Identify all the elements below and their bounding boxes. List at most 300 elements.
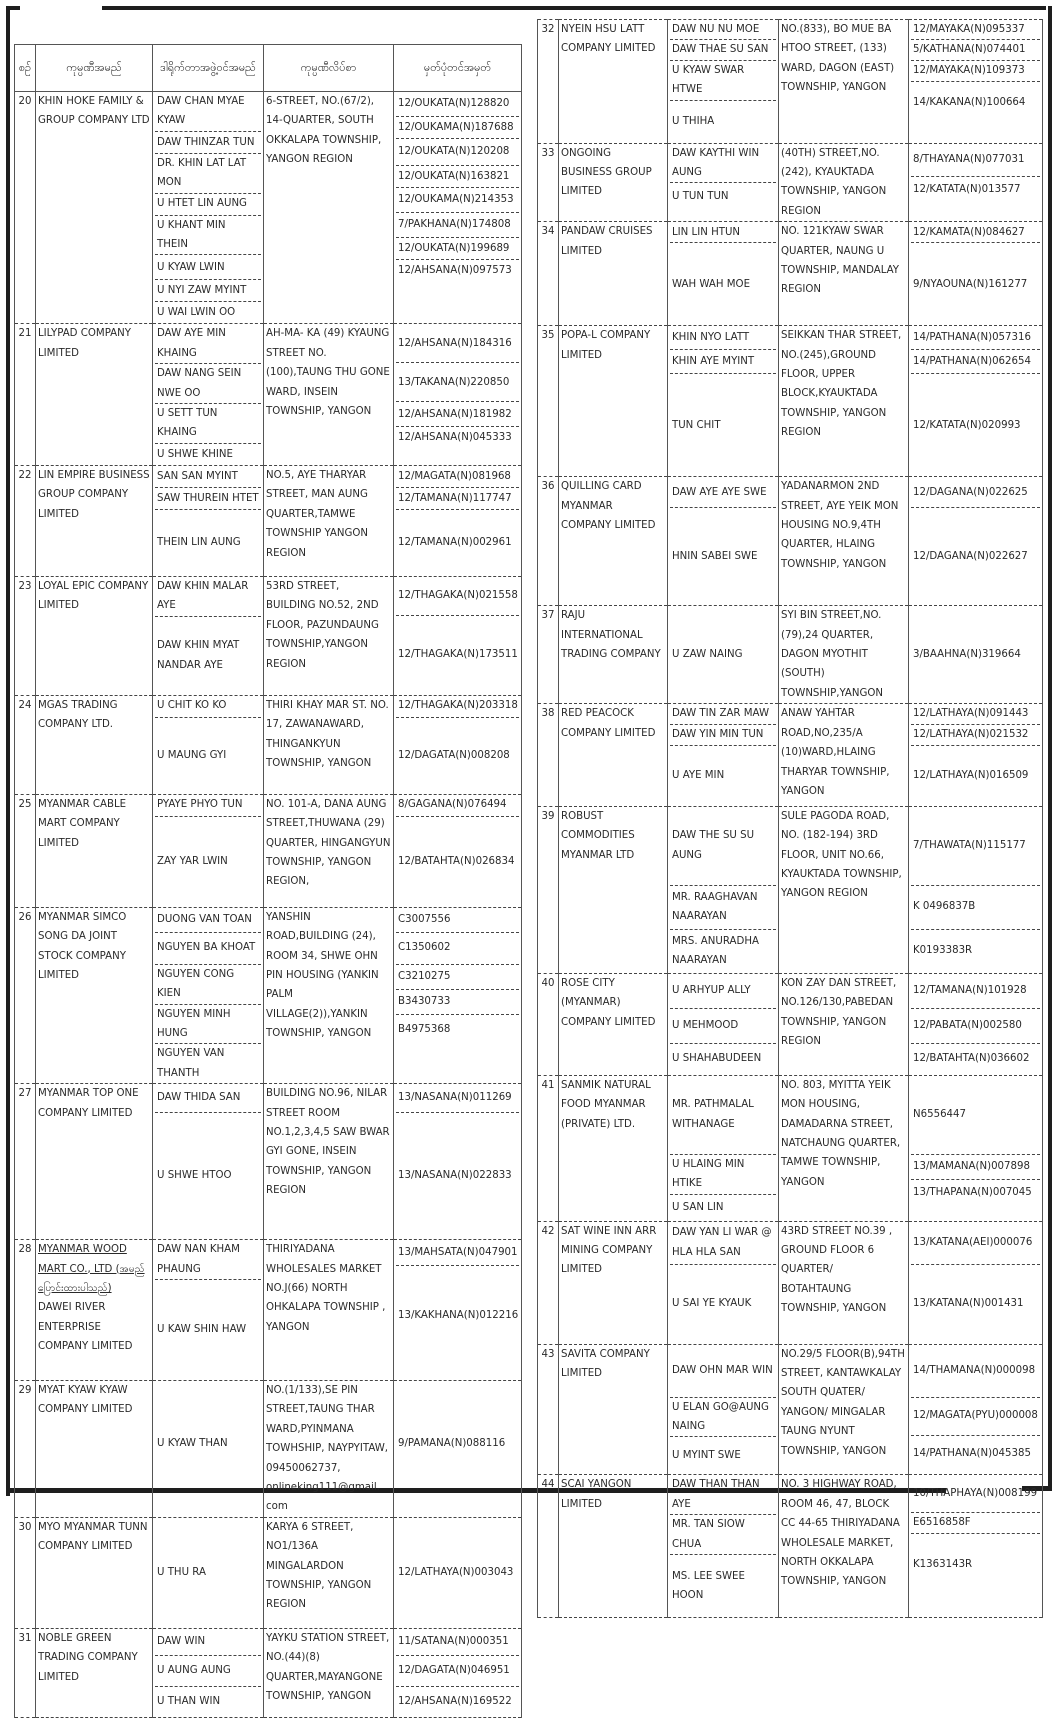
company-name: NOBLE GREEN TRADING COMPANY LIMITED — [38, 1632, 138, 1683]
registration-number: 8/GAGANA(N)076494 — [396, 795, 519, 817]
directors-cell — [668, 1221, 779, 1344]
company-address: NO. 803, MYITTA YEIK MON HOUSING, DAMADARNA STREET, NATCHAUNG QUARTER, TAMWE TOWNSHIP, YANGON — [779, 1075, 909, 1221]
registration-number: 10/THAPHAYA(N)008199 — [911, 1475, 1040, 1513]
table-header-row — [15, 45, 522, 92]
director-name: U KYAW SWAR HTWE — [670, 61, 776, 101]
registration-number: C3007556 — [396, 908, 519, 933]
director-name: DAW THIDA SAN — [155, 1084, 261, 1113]
registration-cell — [394, 576, 522, 695]
company-name-cell — [36, 1380, 153, 1517]
company-name: SAT WINE INN ARR MINING COMPANY LIMITED — [561, 1225, 657, 1276]
registration-number: 14/THAMANA(N)000098 — [911, 1345, 1040, 1398]
company-name-cell — [559, 806, 668, 973]
director-name: MS. LEE SWEE HOON — [672, 1570, 745, 1601]
company-address: NO.5, AYE THARYAR STREET, MAN AUNG QUARTER,TAMWE TOWNSHIP YANGON REGION — [264, 465, 394, 576]
director-name: U SHAHABUDEEN — [672, 1053, 762, 1065]
director-name: U MEHMOOD — [670, 1009, 776, 1044]
table-row — [15, 324, 522, 465]
directors-cell — [153, 907, 264, 1083]
registration-number: 7/PAKHANA(N)174808 — [396, 213, 519, 238]
registration-number: 12/MAYAKA(N)109373 — [911, 61, 1040, 82]
company-address: NO.(1/133),SE PIN STREET,TAUNG THAR WARD,PYINMANA TOWHSHIP, NAYPYITAW, 09450062737, onlineking111@gmail. com — [264, 1380, 394, 1517]
registration-cell — [909, 1475, 1043, 1618]
company-address: AH-MA- KA (49) KYAUNG STREET NO.(100),TAUNG THU GONE WARD, INSEIN TOWNSHIP, YANGON — [264, 324, 394, 465]
registration-number: 14/PATHANA(N)062654 — [911, 350, 1040, 374]
director-name: MRS. ANURADHA NAARAYAN — [672, 935, 759, 967]
company-name: MYANMAR WOOD MART CO., LTD (အမည်ပြောင်းထားပါသည်) — [38, 1244, 145, 1294]
director-name: NGUYEN CONG KIEN — [155, 965, 261, 1005]
director-name: DAW YIN MIN TUN — [670, 725, 776, 746]
row-number: 32 — [538, 20, 559, 144]
director-name: SAW THUREIN HTET — [155, 488, 261, 510]
company-address: YADANARMON 2ND STREET, AYE YEIK MON HOUSING NO.9,4TH QUARTER, HLAING TOWNSHIP, YANGON — [779, 477, 909, 606]
table-row — [538, 1475, 1043, 1618]
row-number: 34 — [538, 222, 559, 326]
company-address: YANSHIN ROAD,BUILDING (24), ROOM 34, SHWE OHN PIN HOUSING (YANKIN PALM VILLAGE(2)),YANKIN TOWNSHIP, YANGON — [264, 907, 394, 1083]
company-address: NO. 121KYAW SWAR QUARTER, NAUNG U TOWNSHIP, MANDALAY REGION — [779, 222, 909, 326]
director-name: U ARHYUP ALLY — [670, 974, 776, 1009]
registration-number: 12/OUKAMA(N)214353 — [396, 188, 519, 213]
header-directors: ဒါရိုက်တာအဖွဲ့ဝင်အမည် — [153, 45, 264, 92]
company-address: YAYKU STATION STREET, NO.(44)(8) QUARTER,MAYANGONE TOWNSHIP, YANGON — [264, 1628, 394, 1717]
company-name-cell — [36, 576, 153, 695]
company-name-cell — [36, 324, 153, 465]
directors-cell — [668, 143, 779, 222]
row-number: 37 — [538, 606, 559, 704]
company-address: NO.(833), BO MUE BA HTOO STREET, (133) WARD, DAGON (EAST) TOWNSHIP, YANGON — [779, 20, 909, 144]
company-name-cell — [559, 20, 668, 144]
row-number: 26 — [15, 907, 36, 1083]
company-address: THIRI KHAY MAR ST. NO. 17, ZAWANAWARD, THINGANKYUN TOWNSHIP, YANGON — [264, 695, 394, 794]
company-name: POPA-L COMPANY LIMITED — [561, 330, 651, 361]
director-name: MR. TAN SIOW CHUA — [670, 1515, 776, 1555]
row-number: 23 — [15, 576, 36, 695]
row-number: 36 — [538, 477, 559, 606]
company-name-cell — [36, 907, 153, 1083]
row-number: 41 — [538, 1075, 559, 1221]
company-name: SAVITA COMPANY LIMITED — [561, 1348, 650, 1379]
header-address: ကုမ္ပဏီလိပ်စာ — [264, 45, 394, 92]
director-name: SAN SAN MYINT — [155, 466, 261, 488]
company-name-cell — [559, 1221, 668, 1344]
registration-number: 12/OUKATA(N)163821 — [396, 166, 519, 188]
directors-cell — [668, 606, 779, 704]
table-row — [15, 576, 522, 695]
director-name: DAW THINZAR TUN — [155, 132, 261, 154]
company-name-cell — [559, 477, 668, 606]
table-row — [538, 143, 1043, 222]
registration-number: 12/MAGATA(N)081968 — [396, 466, 519, 488]
registry-table-right — [537, 19, 1043, 1618]
company-name-cell — [559, 973, 668, 1075]
directors-cell — [668, 973, 779, 1075]
company-name: SANMIK NATURAL FOOD MYANMAR (PRIVATE) LTD. — [561, 1079, 651, 1130]
registration-cell — [909, 806, 1043, 973]
registration-number: 13/MAHSATA(N)047901 — [396, 1240, 519, 1266]
table-row — [15, 1628, 522, 1717]
registration-cell — [394, 695, 522, 794]
company-address: KON ZAY DAN STREET, NO.126/130,PABEDAN TOWNSHIP, YANGON REGION — [779, 973, 909, 1075]
directors-cell — [153, 1240, 264, 1381]
director-name: DAW KAYTHI WIN AUNG — [670, 144, 776, 184]
company-name: RED PEACOCK COMPANY LIMITED — [561, 708, 656, 739]
table-body-left — [15, 92, 522, 1718]
company-name: RAJU INTERNATIONAL TRADING COMPANY — [561, 610, 661, 661]
row-number: 27 — [15, 1084, 36, 1240]
registration-number: 12/AHSANA(N)045333 — [398, 432, 512, 444]
company-name: QUILLING CARD MYANMAR COMPANY LIMITED — [561, 481, 656, 532]
directors-cell — [668, 806, 779, 973]
company-address: NO.29/5 FLOOR(B),94TH STREET, KANTAWKALAY SOUTH QUATER/ YANGON/ MINGALAR TAUNG NYUNT TOWNSHIP, YANGON — [779, 1344, 909, 1475]
director-name: DAW AYE MIN KHAING — [155, 324, 261, 364]
registration-number: 9/PAMANA(N)088116 — [398, 1438, 506, 1450]
director-name: THEIN LIN AUNG — [157, 537, 241, 549]
company-address: THIRIYADANA WHOLESALES MARKET NO.J(66) NORTH OHKALAPA TOWNSHIP , YANGON — [264, 1240, 394, 1381]
table-row — [538, 1075, 1043, 1221]
registration-number: 12/BATAHTA(N)036602 — [913, 1053, 1030, 1065]
director-name: NGUYEN MINH HUNG — [155, 1005, 261, 1045]
company-address: NO. 101-A, DANA AUNG STREET,THUWANA (29) QUARTER, HINGANGYUN TOWNSHIP, YANGON REGION, — [264, 794, 394, 907]
director-name: MR. RAAGHAVAN NAARAYAN — [670, 886, 776, 930]
row-number: 22 — [15, 465, 36, 576]
row-number: 28 — [15, 1240, 36, 1381]
company-name: ONGOING BUSINESS GROUP LIMITED — [561, 147, 652, 198]
director-name: DAW YAN LI WAR @ HLA HLA SAN — [670, 1222, 776, 1265]
company-name: MYANMAR SIMCO SONG DA JOINT STOCK COMPANY LIMITED — [38, 911, 127, 981]
frame-left — [6, 6, 10, 1496]
row-number: 21 — [15, 324, 36, 465]
company-name-cell — [36, 465, 153, 576]
company-address: BUILDING NO.96, NILAR STREET ROOM NO.1,2,3,4,5 SAW BWAR GYI GONE, INSEIN TOWNSHIP, YANGON REGION — [264, 1084, 394, 1240]
row-number: 29 — [15, 1380, 36, 1517]
director-name: U ZAW NAING — [672, 649, 743, 661]
row-number: 30 — [15, 1517, 36, 1628]
company-name-cell — [36, 1084, 153, 1240]
directors-cell — [668, 1475, 779, 1618]
registration-cell — [909, 704, 1043, 806]
registration-cell — [394, 907, 522, 1083]
registration-cell — [909, 1221, 1043, 1344]
company-name-cell — [36, 1517, 153, 1628]
row-number: 20 — [15, 92, 36, 324]
row-number: 42 — [538, 1221, 559, 1344]
director-name: U KYAW THAN — [157, 1438, 228, 1450]
directors-cell — [153, 695, 264, 794]
row-number: 44 — [538, 1475, 559, 1618]
directors-cell — [668, 477, 779, 606]
registration-number: 13/KATANA(AEI)000076 — [911, 1222, 1040, 1265]
company-name-cell — [36, 794, 153, 907]
table-row — [15, 695, 522, 794]
director-name: U THAN WIN — [157, 1696, 221, 1708]
directors-cell — [153, 465, 264, 576]
director-name: MR. PATHMALAL WITHANAGE — [670, 1076, 776, 1155]
director-name: DAW OHN MAR WIN — [670, 1345, 776, 1398]
registration-number: 12/KAMATA(N)084627 — [911, 222, 1040, 243]
company-name: PANDAW CRUISES LIMITED — [561, 226, 653, 257]
table-row — [538, 477, 1043, 606]
registration-number: 12/PABATA(N)002580 — [911, 1009, 1040, 1044]
company-name: ROBUST COMMODITIES MYANMAR LTD — [561, 810, 635, 861]
company-name-cell — [559, 1075, 668, 1221]
director-name: U SHWE KHINE — [157, 448, 233, 460]
registration-cell — [394, 1517, 522, 1628]
director-name: U THIHA — [672, 115, 715, 127]
company-name: MYANMAR CABLE MART COMPANY LIMITED — [38, 798, 127, 849]
registration-number: C3210275 — [396, 965, 519, 990]
director-name: DAW THAN THAN AYE — [670, 1475, 776, 1515]
company-address: NO. 3 HIGHWAY ROAD, ROOM 46, 47, BLOCK CC 44-65 THIRIYADANA WHOLESALE MARKET, NORTH OKKALAPA TOWNSHIP, YANGON — [779, 1475, 909, 1618]
registration-cell — [394, 794, 522, 907]
director-name: KHIN NYO LATT — [670, 326, 776, 350]
header-no: စဉ် — [15, 45, 36, 92]
registration-number: 12/TAMANA(N)002961 — [398, 537, 512, 549]
directors-cell — [153, 324, 264, 465]
table-row — [538, 326, 1043, 477]
row-number: 39 — [538, 806, 559, 973]
registration-number: 5/KATHANA(N)074401 — [911, 40, 1040, 60]
registration-number: 13/KAKHANA(N)012216 — [398, 1310, 519, 1322]
director-name: DAW KHIN MYAT NANDAR AYE — [157, 640, 240, 671]
frame-top — [102, 6, 1046, 10]
registration-number: 12/AHSANA(N)184316 — [396, 324, 519, 363]
registration-number: K0193383R — [913, 945, 973, 957]
registration-cell — [909, 326, 1043, 477]
company-name-cell — [36, 695, 153, 794]
table-row — [538, 1221, 1043, 1344]
company-name: LOYAL EPIC COMPANY LIMITED — [38, 580, 149, 612]
registration-cell — [909, 973, 1043, 1075]
company-address: (40TH) STREET,NO.(242), KYAUKTADA TOWNSHIP, YANGON REGION — [779, 143, 909, 222]
registration-cell — [909, 477, 1043, 606]
registration-cell — [394, 1240, 522, 1381]
registration-number: K 0496837B — [911, 886, 1040, 930]
table-row — [538, 1344, 1043, 1475]
registration-number: 12/BATAHTA(N)026834 — [398, 855, 515, 867]
registration-cell — [394, 92, 522, 324]
director-name: ZAY YAR LWIN — [157, 855, 228, 867]
registration-number: B3430733 — [396, 990, 519, 1015]
registration-cell — [909, 1075, 1043, 1221]
company-name-cell — [559, 222, 668, 326]
registration-number: 12/THAGAKA(N)203318 — [396, 696, 519, 718]
registration-cell — [394, 1380, 522, 1517]
director-name: U KAW SHIN HAW — [157, 1324, 247, 1336]
director-name: TUN CHIT — [672, 419, 721, 431]
header-registration: မှတ်ပုံတင်အမှတ် — [394, 45, 522, 92]
row-number: 38 — [538, 704, 559, 806]
registration-cell — [909, 1344, 1043, 1475]
table-row — [538, 222, 1043, 326]
registration-cell — [394, 465, 522, 576]
registration-number: 12/OUKATA(N)120208 — [396, 139, 519, 166]
registration-number: 12/DAGATA(N)008208 — [398, 749, 510, 761]
directors-cell — [153, 1084, 264, 1240]
director-name: U SHWE HTOO — [157, 1170, 232, 1182]
directors-cell — [153, 794, 264, 907]
company-name-cell — [559, 704, 668, 806]
registration-number: 9/NYAOUNA(N)161277 — [913, 278, 1028, 290]
registration-number: 12/THAGAKA(N)021558 — [396, 577, 519, 616]
company-name: KHIN HOKE FAMILY & GROUP COMPANY LTD — [38, 96, 150, 127]
table-row — [15, 907, 522, 1083]
registration-number: 3/BAAHNA(N)319664 — [913, 649, 1021, 661]
director-name: U NYI ZAW MYINT — [155, 280, 261, 302]
right-column — [537, 19, 1043, 1618]
director-name: DAW WIN — [155, 1629, 261, 1656]
registration-number: B4975368 — [398, 1024, 451, 1036]
table-row — [15, 1240, 522, 1381]
registration-number: E6516858F — [911, 1513, 1040, 1533]
registration-number: 13/KATANA(N)001431 — [913, 1298, 1024, 1310]
company-address: SYI BIN STREET,NO. (79),24 QUARTER, DAGON MYOTHIT (SOUTH) TOWNSHIP,YANGON — [779, 606, 909, 704]
director-name: DUONG VAN TOAN — [155, 908, 261, 933]
company-address: KARYA 6 STREET, NO1/136A MINGALARDON TOWNSHIP, YANGON REGION — [264, 1517, 394, 1628]
director-name: DAW THAE SU SAN — [670, 40, 776, 60]
registration-number: K1363143R — [913, 1559, 973, 1571]
director-name: U KHANT MIN THEIN — [155, 216, 261, 256]
company-address: ANAW YAHTAR ROAD,NO,235/A (10)WARD,HLAING THARYAR TOWNSHIP, YANGON — [779, 704, 909, 806]
directors-cell — [668, 1075, 779, 1221]
row-number: 43 — [538, 1344, 559, 1475]
company-name-cell — [36, 1240, 153, 1381]
registration-number: 12/MAYAKA(N)095337 — [911, 20, 1040, 40]
directors-cell — [668, 222, 779, 326]
company-name-cell — [559, 143, 668, 222]
registration-number: 11/SATANA(N)000351 — [396, 1629, 519, 1656]
row-number: 40 — [538, 973, 559, 1075]
director-name: NGUYEN VAN THANTH — [157, 1048, 225, 1079]
directors-cell — [668, 20, 779, 144]
registration-cell — [394, 324, 522, 465]
director-name: U THU RA — [157, 1567, 206, 1579]
registration-number: 12/AHSANA(N)169522 — [398, 1696, 512, 1708]
director-name: U KYAW LWIN — [155, 255, 261, 280]
registration-cell — [909, 222, 1043, 326]
company-name: NYEIN HSU LATT COMPANY LIMITED — [561, 24, 656, 55]
directors-cell — [153, 1628, 264, 1717]
director-name: U TUN TUN — [672, 191, 729, 203]
director-name: U WAI LWIN OO — [157, 307, 236, 319]
company-new-name: DAWEI RIVER ENTERPRISE COMPANY LIMITED — [38, 1302, 133, 1353]
company-address: 43RD STREET NO.39 , GROUND FLOOR 6 QUARTER/ BOTAHTAUNG TOWNSHIP, YANGON — [779, 1221, 909, 1344]
directors-cell — [668, 326, 779, 477]
frame-right — [1048, 6, 1052, 1486]
registration-number: 12/TAMANA(N)101928 — [911, 974, 1040, 1009]
table-row — [15, 465, 522, 576]
registration-number: 12/AHSANA(N)097573 — [398, 264, 512, 276]
director-name: DAW NANG SEIN NWE OO — [155, 364, 261, 404]
directors-cell — [153, 1517, 264, 1628]
registration-number: 12/DAGANA(N)022625 — [911, 477, 1040, 508]
registration-number: 12/TAMANA(N)117747 — [396, 488, 519, 510]
director-name: U MYINT SWE — [672, 1450, 741, 1462]
director-name: DAW THE SU SU AUNG — [670, 807, 776, 886]
row-number: 31 — [15, 1628, 36, 1717]
registration-number: 14/PATHANA(N)045385 — [913, 1448, 1031, 1460]
director-name: U AUNG AUNG — [155, 1656, 261, 1687]
table-row — [15, 1084, 522, 1240]
directors-cell — [153, 576, 264, 695]
company-name: MGAS TRADING COMPANY LTD. — [38, 699, 118, 731]
directors-cell — [153, 1380, 264, 1517]
director-name: U ELAN GO@AUNG NAING — [670, 1398, 776, 1438]
row-number: 33 — [538, 143, 559, 222]
registration-number: 7/THAWATA(N)115177 — [911, 807, 1040, 886]
company-name: MYANMAR TOP ONE COMPANY LIMITED — [38, 1088, 139, 1119]
registration-number: 12/LATHAYA(N)021532 — [911, 725, 1040, 746]
registration-number: 12/OUKATA(N)128820 — [396, 92, 519, 117]
company-name-cell — [559, 1344, 668, 1475]
director-name: U SAN LIN — [672, 1201, 724, 1213]
registration-number: 8/THAYANA(N)077031 — [911, 144, 1040, 177]
registration-number: C1350602 — [396, 933, 519, 965]
registration-number: N6556447 — [911, 1076, 1040, 1155]
company-address: 6-STREET, NO.(67/2), 14-QUARTER, SOUTH OKKALAPA TOWNSHIP, YANGON REGION — [264, 92, 394, 324]
director-name: DAW TIN ZAR MAW — [670, 704, 776, 724]
registration-number: 12/DAGATA(N)046951 — [396, 1656, 519, 1687]
registration-number: 12/DAGANA(N)022627 — [913, 551, 1028, 563]
registration-number: 13/MAMANA(N)007898 — [911, 1155, 1040, 1180]
company-name: MYO MYANMAR TUNN COMPANY LIMITED — [38, 1521, 148, 1553]
director-name: U CHIT KO KO — [155, 696, 261, 718]
table-row — [15, 794, 522, 907]
registration-cell — [394, 1628, 522, 1717]
director-name: U AYE MIN — [672, 769, 725, 781]
table-row — [538, 806, 1043, 973]
director-name: DAW NAN KHAM PHAUNG — [155, 1240, 261, 1280]
registration-number: 12/AHSANA(N)181982 — [396, 402, 519, 427]
registration-number: 12/KATATA(N)013577 — [913, 184, 1021, 196]
table-body-right — [538, 20, 1043, 1618]
director-name: DR. KHIN LAT LAT MON — [155, 154, 261, 194]
table-row — [538, 973, 1043, 1075]
company-name-cell — [559, 1475, 668, 1618]
company-name-cell — [559, 606, 668, 704]
header-company: ကုမ္ပဏီအမည် — [36, 45, 153, 92]
registry-table-left — [14, 44, 522, 1718]
table-row — [538, 704, 1043, 806]
director-name: DAW AYE AYE SWE — [670, 477, 776, 508]
registration-number: 12/OUKAMA(N)187688 — [396, 117, 519, 139]
registration-number: 13/THAPANA(N)007045 — [913, 1186, 1032, 1198]
company-address: 53RD STREET, BUILDING NO.52, 2ND FLOOR, PAZUNDAUNG TOWNSHIP,YANGON REGION — [264, 576, 394, 695]
registration-cell — [909, 20, 1043, 144]
table-row — [15, 1380, 522, 1517]
director-name: LIN LIN HTUN — [670, 222, 776, 243]
director-name: PYAYE PHYO TUN — [155, 795, 261, 817]
registration-cell — [394, 1084, 522, 1240]
company-name: LIN EMPIRE BUSINESS GROUP COMPANY LIMITED — [38, 469, 150, 520]
director-name: U HTET LIN AUNG — [155, 194, 261, 216]
company-name: LILYPAD COMPANY LIMITED — [38, 328, 131, 359]
director-name: U MAUNG GYI — [157, 749, 227, 761]
director-name: U HLAING MIN HTIKE — [670, 1155, 776, 1195]
directors-cell — [668, 1344, 779, 1475]
registration-number: 13/NASANA(N)022833 — [398, 1170, 512, 1182]
company-name: ROSE CITY (MYANMAR) COMPANY LIMITED — [561, 977, 656, 1028]
row-number: 35 — [538, 326, 559, 477]
director-name: DAW NU NU MOE — [670, 20, 776, 40]
company-address: SEIKKAN THAR STREET, NO.(245),GROUND FLOOR, UPPER BLOCK,KYAUKTADA TOWNSHIP, YANGON REGION — [779, 326, 909, 477]
row-number: 24 — [15, 695, 36, 794]
registration-number: 12/LATHAYA(N)016509 — [913, 769, 1029, 781]
table-row — [538, 606, 1043, 704]
director-name: U SETT TUN KHAING — [155, 404, 261, 444]
director-name: DAW CHAN MYAE KYAW — [155, 92, 261, 132]
registration-number: 12/LATHAYA(N)091443 — [911, 704, 1040, 724]
director-name: U SAI YE KYAUK — [672, 1298, 752, 1310]
